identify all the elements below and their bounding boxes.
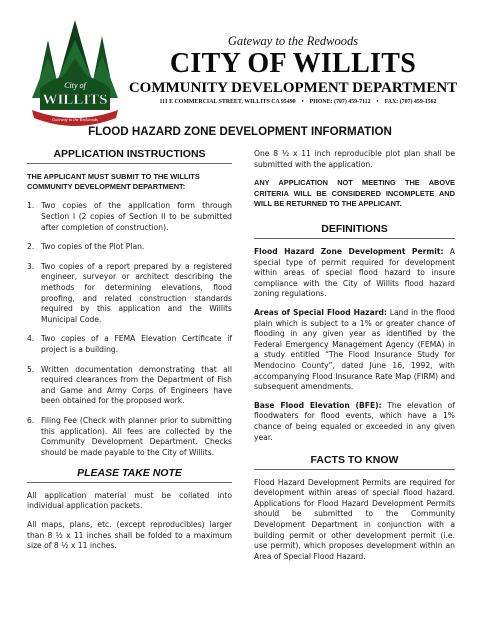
definition-text: A special type of permit required for development within areas of special flood hazard to insure compliance with the City of Willits flood hazard zoning regulations. [254, 247, 455, 299]
department-name: COMMUNITY DEVELOPMENT DEPARTMENT [128, 80, 458, 96]
logo-name-text: WILLITS [42, 92, 108, 108]
definition-item [254, 247, 455, 300]
contact-line [118, 99, 478, 105]
step-item [27, 334, 232, 355]
facts-paragraph: Flood Hazard Development Permits are required for development within areas of special flood hazard. Applications for Flood Hazard Development Permits should be submitted to the Community Development Department in conjunction with a building permit or other development permit (i.e. use permit), which proposes development within an Area of Special Flood Hazard. [254, 477, 455, 561]
definitions-list [254, 247, 455, 443]
step-number: 1. [27, 201, 35, 211]
submission-steps [27, 201, 232, 458]
definition-term: Base Flood Elevation (BFE): [254, 400, 382, 410]
step-number: 5. [27, 364, 35, 374]
step-text: Two copies of a FEMA Elevation Certificate if project is a building. [41, 334, 232, 354]
fax: FAX: (707) 459-1562 [384, 99, 437, 105]
step-number: 4. [27, 334, 35, 344]
definitions-heading: DEFINITIONS [254, 224, 455, 239]
phone: PHONE: (707) 459-7112 [309, 99, 371, 105]
separator: • [301, 99, 304, 105]
application-instructions-heading: APPLICATION INSTRUCTIONS [27, 149, 232, 164]
step-item [27, 201, 232, 233]
step-number: 2. [27, 242, 35, 252]
please-take-note-heading: PLEASE TAKE NOTE [27, 468, 232, 483]
definition-term: Flood Hazard Zone Development Permit: [254, 247, 444, 256]
step-text: Two copies of the Plot Plan. [41, 242, 145, 252]
definition-text: Land in the flood plain which is subject to a 1% or greater chance of flooding in any given year as identified by the Federal Emergency Management Agency (FEMA) in a study entitled “The Flood Insurance Study for Mendocino County”, dated June 16, 1992, with accompanying Flood Insurance Rate Map (FIRM) and subsequent amendments. [254, 307, 455, 392]
city-logo [30, 18, 120, 130]
logo-top-text: City of [64, 81, 86, 90]
definition-text: The elevation of floodwaters for flood events, which have a 1% chance of being equaled or exceeded in any given year. [254, 400, 455, 442]
note-paragraph: All maps, plans, etc. (except reproducibles) larger than 8 ½ x 11 inches shall be folded to a maximum size of 8 ½ x 11 inches. [27, 520, 232, 551]
separator: • [376, 99, 379, 105]
facts-to-know-heading: FACTS TO KNOW [254, 455, 455, 470]
step-text: Written documentation demonstrating that all required clearances from the Department of Fish and Game and Army Corps of Engineers have been obtained for the proposed work. [41, 364, 232, 406]
step-item [27, 262, 232, 326]
tagline: Gateway to the Redwoods [227, 34, 359, 48]
step-text: Filing Fee (Check with planner prior to submitting this application). All fees are collected by the Community Development Department. Checks should be made payable to the City of Willits. [41, 415, 232, 457]
address: 111 E COMMERCIAL STREET, WILLITS CA 95490 [159, 99, 296, 105]
plot-plan-note: One 8 ½ x 11 inch reproducible plot plan shall be submitted with the application. [254, 149, 455, 169]
city-name: CITY OF WILLITS [169, 48, 417, 79]
definition-item [254, 308, 455, 393]
incomplete-warning: ANY APPLICATION NOT MEETING THE ABOVE CRITERIA WILL BE CONSIDERED INCOMPLETE AND WILL BE RETURNED TO THE APPLICANT. [254, 178, 455, 208]
right-column [254, 149, 455, 570]
step-text: Two copies of a report prepared by a registered engineer, surveyor or architect describing the methods for determining elevations, flood proofing, and related construction standards required by this application and the Willits Municipal Code. [41, 261, 232, 324]
step-item [27, 365, 232, 407]
note-paragraph: All application material must be collated into individual application packets. [27, 490, 232, 511]
step-item [27, 242, 232, 253]
logo-banner-text: Gateway to the Redwoods [52, 117, 98, 122]
document-title: FLOOD HAZARD ZONE DEVELOPMENT INFORMATION [88, 125, 392, 138]
step-number: 6. [27, 415, 35, 425]
definition-term: Areas of Special Flood Hazard: [254, 307, 387, 317]
step-number: 3. [27, 261, 35, 271]
step-text: Two copies of the application form through Section I (2 copies of Section II to be submitted after completion of construction). [41, 201, 232, 232]
definition-item [254, 401, 455, 443]
left-column [27, 149, 232, 560]
step-item [27, 416, 232, 458]
submission-intro: THE APPLICANT MUST SUBMIT TO THE WILLITS COMMUNITY DEVELOPMENT DEPARTMENT: [27, 171, 200, 191]
